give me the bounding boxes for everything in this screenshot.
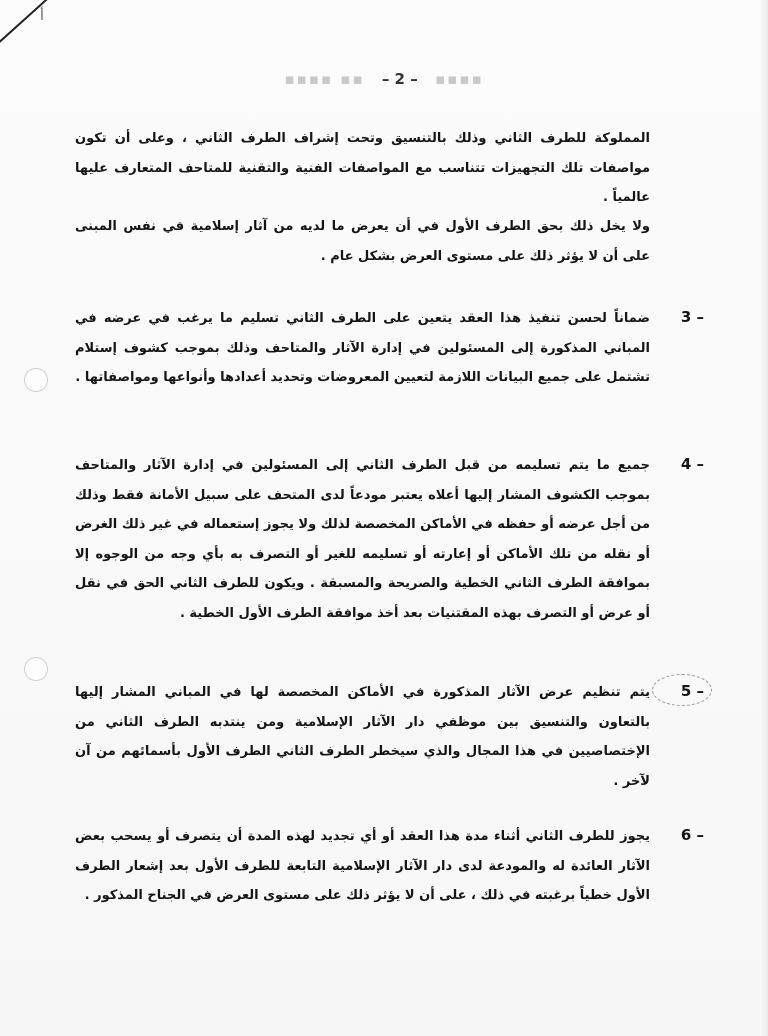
- paragraph-note: ولا يخل ذلك بحق الطرف الأول في أن يعرض ما لديه من آثار إسلامية في نفس المبنى على أن لا يؤثر ذلك على مستوى العرض بشكل عام .: [75, 219, 650, 264]
- page-header: [0, 70, 768, 88]
- punch-hole: [24, 368, 48, 392]
- margin-handwritten-mark: أ: [40, 8, 44, 24]
- clause-number: 5 –: [680, 682, 704, 700]
- paragraph-continuation: المملوكة للطرف الثاني وذلك بالتنسيق وتحت إشراف الطرف الثاني ، وعلى أن تكون مواصفات تلك التجهيزات تتناسب مع المواصفات الفنية والتقنية للمتاحف المتعارف عليها عالمياً .: [75, 131, 650, 205]
- punch-hole: [24, 657, 48, 681]
- clause-text: يتم تنظيم عرض الآثار المذكورة في الأماكن المخصصة لها في المباني المشار إليها بالتعاون والتنسيق بين موظفي دار الآثار الإسلامية ومن ينتدبه الطرف الثاني من الإختصاصيين في هذا المجال والذي سيخطر الطرف الثاني الطرف الأول بأسمائهم من آن لآخر .: [75, 685, 650, 789]
- clause-number: 6 –: [680, 826, 704, 844]
- page-edge-shadow: [760, 0, 768, 1036]
- clause-text: ضماناً لحسن تنفيذ هذا العقد يتعين على الطرف الثاني تسليم ما يرغب في عرضه في المباني المذكورة إلى المسئولين في إدارة الآثار والمتاحف وذلك بموجب كشوف إستلام تشتمل على جميع البيانات اللازمة لتعيين المعروضات وتحديد أعدادها وأنواعها ومواصفاتها .: [75, 311, 650, 385]
- clause-number: 3 –: [680, 308, 704, 326]
- page-number: – 2 –: [381, 70, 418, 88]
- clause-text: جميع ما يتم تسليمه من قبل الطرف الثاني إلى المسئولين في إدارة الآثار والمتاحف بموجب الكشوف المشار إليها أعلاه يعتبر مودعاً لدى المتحف على سبيل الأمانة فقط وذلك من أجل عرضه أو حفظه في الأماكن المخصصة لذلك ولا يجوز إستعماله في غير ذلك الغرض أو نقله من تلك الأماكن أو إعارته أو تسليمه للغير أو التصرف به بأي وجه من الوجوه إلا بموافقة الطرف الثاني الخطية والصريحة والمسبقة . ويكون للطرف الثاني الحق في نقل أو عرض أو التصرف بهذه المقتنيات بعد أخذ موافقة الطرف الأول الخطية .: [75, 458, 650, 621]
- header-faint-right: ▪▪▪▪: [434, 70, 484, 88]
- clause-text: يجوز للطرف الثاني أثناء مدة هذا العقد أو أي تجديد لهذه المدة أن يتصرف أو يسحب بعض الآثار العائدة له والمودعة لدى دار الآثار الإسلامية التابعة للطرف الأول بعد إشعار الطرف الأول خطياً برغبته في ذلك ، على أن لا يؤثر ذلك على مستوى العرض في الجناح المذكور .: [75, 829, 650, 903]
- clause-number: 4 –: [680, 455, 704, 473]
- pen-stroke-mark: [0, 0, 93, 45]
- header-faint-left: ▪▪▪▪ ▪▪: [284, 70, 365, 88]
